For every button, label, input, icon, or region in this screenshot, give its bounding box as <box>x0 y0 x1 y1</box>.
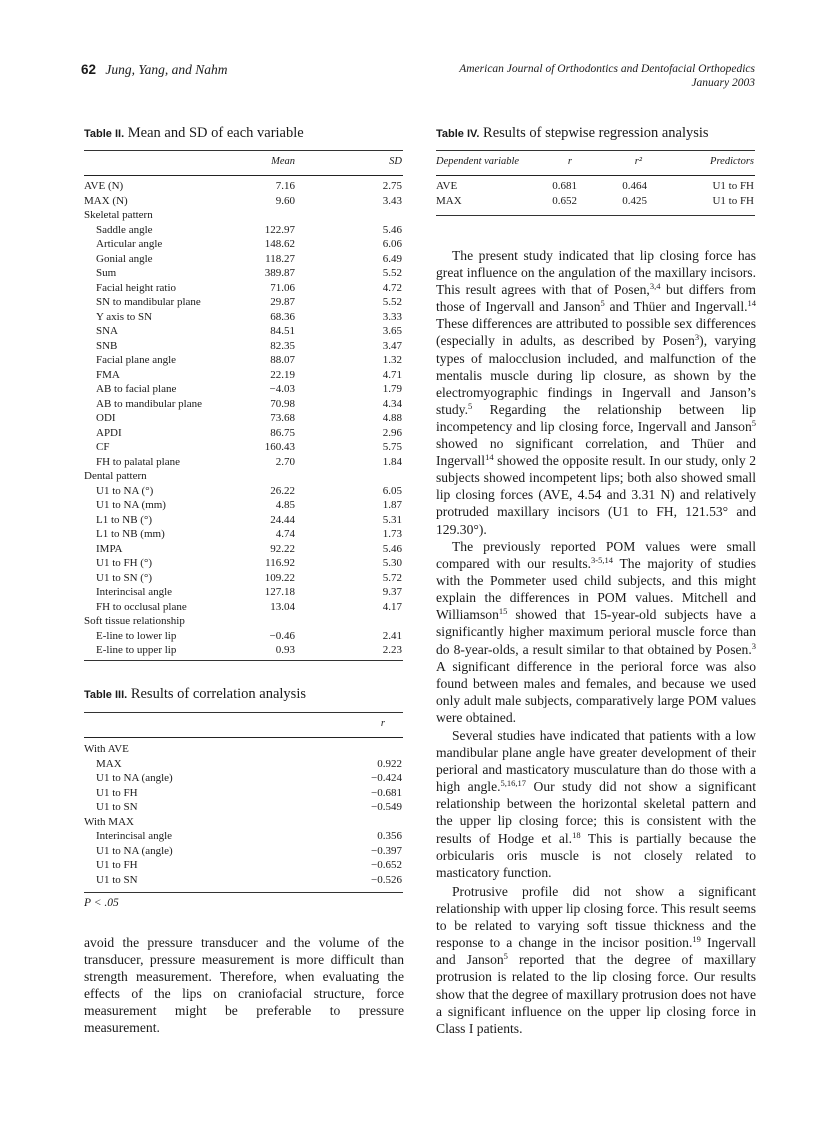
table-row <box>84 180 403 192</box>
discussion-paragraph-1: The present study indicated that lip closing force has great influence on the angulation of the maxillary incisors. This result agrees with that of Posen,$^{3,4}$ but differs from those of Ingervall and Janson$^5$ and Thüer and Ingervall.$^{14}$ These differences are attributed to possible sex differences (especially in adults, as described by Posen$^3$), varying types of malocclusion included, and malfunction of the mentalis muscle during lip closure, as shown by the electromyographic findings in Ingervall and Janson’s study.$^5$ Regarding the relationship between lip incompetency and lip closing force, Ingervall and Janson$^5$ showed no significant correlation, and Thüer and Ingervall$^{14}$ showed the opposite result. In our study, only 2 subjects showed incompetent lips; both also showed small lip closing forces (AVE, 4.54 and 3.31 N) and relatively protruded maxillary incisors (U1 to FH, 121.53° and 129.30°). <box>436 248 756 537</box>
table2-label: Table II. <box>84 128 125 140</box>
table3-bottom-rule <box>84 892 403 893</box>
sd-value: 5.46 <box>382 542 402 555</box>
dependent-variable: MAX <box>436 194 462 207</box>
mean-value: 389.87 <box>264 267 295 279</box>
sd-value: 4.71 <box>382 368 402 381</box>
citation: 19 <box>692 934 701 945</box>
table4-header-rule <box>436 175 755 176</box>
mean-value: 7.16 <box>275 180 295 192</box>
table-row <box>84 758 403 770</box>
sd-value: 5.31 <box>382 513 402 526</box>
sd-value: 5.72 <box>382 571 402 584</box>
row-label: Interincisal angle <box>96 586 173 598</box>
sd-value: 3.47 <box>382 339 402 352</box>
r-value: 0.922 <box>377 757 402 770</box>
table-row <box>84 296 403 308</box>
table-row <box>84 586 403 598</box>
row-label: IMPA <box>96 542 123 555</box>
row-label: E-line to upper lip <box>96 644 177 656</box>
table3-caption <box>84 686 306 703</box>
row-label: SNB <box>96 339 118 352</box>
table-row <box>84 874 403 886</box>
table-row <box>84 282 403 294</box>
table-row <box>84 470 403 482</box>
table-row <box>84 772 403 784</box>
table4-col-predictors: Predictors <box>710 156 754 167</box>
row-label: Y axis to SN <box>96 310 153 323</box>
table3-top-rule <box>84 712 403 713</box>
row-label: With MAX <box>84 815 134 828</box>
mean-value: 82.35 <box>270 339 295 352</box>
table-row <box>84 325 403 337</box>
row-label: FH to occlusal plane <box>96 600 187 613</box>
sd-value: 4.88 <box>382 412 402 424</box>
table3-header-rule <box>84 737 403 738</box>
citation: 15 <box>498 606 508 617</box>
row-label: U1 to FH <box>96 786 138 799</box>
table-row <box>84 528 403 540</box>
mean-value: 84.51 <box>270 325 295 337</box>
row-label: L1 to NB (mm) <box>96 528 165 540</box>
sd-value: 1.87 <box>382 499 402 511</box>
mean-value: 4.74 <box>275 528 295 540</box>
r-value: 0.356 <box>377 830 402 842</box>
row-label: Interincisal angle <box>96 830 173 842</box>
sd-value: 2.23 <box>382 644 402 656</box>
sd-value: 6.06 <box>382 238 402 250</box>
table2-header-rule <box>84 175 403 176</box>
citation: 5,16,17 <box>500 778 527 789</box>
table-row <box>84 801 403 813</box>
citation: 5 <box>503 951 508 962</box>
table4-col-r2: r² <box>634 156 642 167</box>
table4-body <box>436 180 755 212</box>
row-label: MAX <box>96 757 122 770</box>
table3-label: Table III. <box>84 689 128 701</box>
row-label: E-line to lower lip <box>96 629 177 642</box>
citation: 5 <box>600 298 605 309</box>
table-row <box>84 485 403 497</box>
row-label: Facial plane angle <box>96 354 177 366</box>
row-label: AVE (N) <box>84 180 124 192</box>
sd-value: 5.46 <box>382 223 402 236</box>
r-value: 0.652 <box>552 194 577 207</box>
row-label: U1 to SN <box>96 873 138 886</box>
table4-caption <box>436 125 709 142</box>
sd-value: 2.41 <box>382 629 402 642</box>
table4-col-dependent: Dependent variable <box>436 156 520 167</box>
row-label: L1 to NB (°) <box>96 513 153 526</box>
row-label: Facial height ratio <box>96 281 177 294</box>
r2-value: 0.464 <box>622 180 647 192</box>
table-row <box>84 743 403 755</box>
mean-value: 29.87 <box>270 296 295 308</box>
citation: 5 <box>467 400 473 411</box>
r-value: −0.424 <box>371 772 402 784</box>
mean-value: 13.04 <box>270 600 295 613</box>
r-value: −0.549 <box>371 801 402 813</box>
mean-value: 127.18 <box>264 586 295 598</box>
r2-value: 0.425 <box>622 194 647 207</box>
row-label: Sum <box>96 267 117 279</box>
mean-value: 116.92 <box>265 557 295 569</box>
table-row <box>84 441 403 453</box>
row-label: U1 to SN (°) <box>96 571 153 584</box>
table-row <box>84 543 403 555</box>
citation: 5 <box>751 417 756 428</box>
mean-value: 122.97 <box>264 223 295 236</box>
sd-value: 6.05 <box>382 484 402 497</box>
mean-value: 24.44 <box>270 513 295 526</box>
row-label: AB to mandibular plane <box>96 397 203 410</box>
row-label: APDI <box>96 426 122 439</box>
table2-caption <box>84 125 304 142</box>
sd-value: 3.33 <box>382 310 402 323</box>
row-label: SN to mandibular plane <box>96 296 201 308</box>
r-value: −0.681 <box>371 786 402 799</box>
mean-value: 2.70 <box>275 455 295 468</box>
table-row <box>84 340 403 352</box>
running-header-left <box>81 62 228 78</box>
predictors-value: U1 to FH <box>712 180 754 192</box>
citation: 18 <box>572 829 581 840</box>
table-row <box>84 787 403 799</box>
citation: 3 <box>751 640 756 651</box>
mean-value: 148.62 <box>264 238 295 250</box>
discussion-paragraph-4: Protrusive profile did not show a significant relationship with upper lip closing force. This result seems to be related to varying soft tissue thickness and the response to a change in the incisor position.$^{19}$ Ingervall and Janson$^5$ reported that the degree of maxillary protrusion is related to the lip closing force. Our results show that the degree of maxillary protrusion does not have a significant influence on the upper lip closing force in Class I patients. <box>436 884 757 1036</box>
table4-label: Table IV. <box>436 128 480 140</box>
row-label: U1 to NA (°) <box>96 484 154 497</box>
sd-value: 4.34 <box>382 397 402 410</box>
citation: 14 <box>485 452 494 463</box>
row-label: CF <box>96 441 110 453</box>
table3-col-r: r <box>380 718 385 729</box>
table2-bottom-rule <box>84 660 403 661</box>
sd-value: 1.73 <box>382 528 402 540</box>
table4-title: Results of stepwise regression analysis <box>483 125 709 141</box>
row-label: SNA <box>96 325 119 337</box>
row-label: FMA <box>96 368 120 381</box>
sd-value: 5.30 <box>382 557 402 569</box>
citation: 3,4 <box>649 281 661 292</box>
table-row <box>84 816 403 828</box>
mean-value: 73.68 <box>270 412 295 424</box>
table-row <box>84 383 403 395</box>
table-row <box>84 224 403 236</box>
mean-value: 26.22 <box>270 484 295 497</box>
table-row <box>84 514 403 526</box>
table-row <box>84 557 403 569</box>
sd-value: 2.75 <box>382 180 402 192</box>
row-label: MAX (N) <box>84 194 128 207</box>
row-label: With AVE <box>84 743 129 755</box>
predictors-value: U1 to FH <box>712 194 754 207</box>
table2-header-row <box>84 156 403 170</box>
sd-value: 3.43 <box>382 194 402 207</box>
mean-value: 160.43 <box>264 441 295 453</box>
row-label: U1 to FH (°) <box>96 557 153 569</box>
table-row <box>436 195 755 207</box>
mean-value: 71.06 <box>270 281 295 294</box>
sd-value: 1.84 <box>382 455 402 468</box>
table2-col-sd: SD <box>389 156 402 167</box>
discussion-paragraph-3: Several studies have indicated that patients with a low mandibular plane angle have greater development of their perioral and masticatory musculature than do those with a high angle.$^{5,16,17}$ Our study did not show a significant relationship between the horizontal skeletal pattern and the upper lip closing force; this is consistent with the results of Hodge et al.$^{18}$ This is partially because the orbicularis oris muscle is not closely related to masticatory function. <box>436 728 757 880</box>
table-row <box>84 830 403 842</box>
author-names: Jung, Yang, and Nahm <box>105 62 228 77</box>
row-label: U1 to NA (mm) <box>96 499 166 511</box>
table-row <box>84 845 403 857</box>
mean-value: 4.85 <box>275 499 295 511</box>
citation: 3-5,14 <box>591 555 613 566</box>
page-number: 62 <box>81 62 97 77</box>
row-label: U1 to NA (angle) <box>96 772 173 784</box>
table4-header-row <box>436 156 755 170</box>
table2-top-rule <box>84 150 403 151</box>
mean-value: 88.07 <box>270 354 295 366</box>
r-value: −0.652 <box>371 859 402 871</box>
table-row <box>84 253 403 265</box>
table-row <box>84 398 403 410</box>
table-row <box>84 859 403 871</box>
table-row <box>84 238 403 250</box>
row-label: U1 to FH <box>96 859 138 871</box>
r-value: −0.397 <box>371 844 402 857</box>
sd-value: 3.65 <box>382 325 402 337</box>
table-row <box>84 630 403 642</box>
sd-value: 4.17 <box>382 600 402 613</box>
mean-value: 86.75 <box>270 426 295 439</box>
table-row <box>84 499 403 511</box>
running-header-right <box>459 62 755 90</box>
table2-title: Mean and SD of each variable <box>127 125 304 141</box>
row-label: Skeletal pattern <box>84 209 153 221</box>
row-label: U1 to NA (angle) <box>96 844 173 857</box>
mean-value: 9.60 <box>275 194 295 207</box>
mean-value: 118.27 <box>265 252 295 265</box>
table4-col-r: r <box>567 156 572 167</box>
sd-value: 5.52 <box>382 296 402 308</box>
table4-top-rule <box>436 150 755 151</box>
sd-value: 4.72 <box>382 281 402 294</box>
table-row <box>84 311 403 323</box>
r-value: −0.526 <box>371 873 402 886</box>
table3-title: Results of correlation analysis <box>130 686 306 702</box>
table-row <box>436 180 755 192</box>
sd-value: 5.75 <box>382 441 402 453</box>
row-label: ODI <box>96 412 116 424</box>
table2-body <box>84 180 403 660</box>
mean-value: 0.93 <box>275 644 295 656</box>
row-label: FH to palatal plane <box>96 455 181 468</box>
table-row <box>84 354 403 366</box>
row-label: Gonial angle <box>96 252 153 265</box>
mean-value: 22.19 <box>270 368 295 381</box>
sd-value: 1.79 <box>382 383 402 395</box>
table-row <box>84 412 403 424</box>
table4-bottom-rule <box>436 215 755 216</box>
table2-col-mean: Mean <box>271 156 295 167</box>
row-label: AB to facial plane <box>96 383 177 395</box>
mean-value: 68.36 <box>270 310 295 323</box>
citation: 14 <box>747 298 756 309</box>
sd-value: 6.49 <box>382 252 402 265</box>
sd-value: 9.37 <box>382 586 402 598</box>
table-row <box>84 456 403 468</box>
left-column-paragraph: avoid the pressure transducer and the volume of the transducer, pressure measurement is more difficult than strength measurement. Therefore, when evaluating the effects of the lips on craniofacial structure, force measurement might be preferable to pressure measurement. <box>84 935 404 1036</box>
table-row <box>84 195 403 207</box>
table-row <box>84 644 403 656</box>
row-label: Soft tissue relationship <box>84 615 185 627</box>
mean-value: −0.46 <box>269 629 295 642</box>
discussion-paragraph-2: The previously reported POM values were small compared with our results.$^{3-5,14}$ The majority of studies with the Pommeter used child subjects, and this might explain the differences in POM values. Mitchell and Williamson$^{15}$ showed that 15-year-old subjects have a significantly higher maximum perioral muscle force than do 8-year-olds, a result similar to that obtained by Posen.$^3$ A significant difference in the perioral force was also found between males and females, and because we used only adult male subjects, comparatively large POM values were obtained. <box>436 539 756 725</box>
journal-title: American Journal of Orthodontics and Dentofacial Orthopedics <box>459 63 755 75</box>
mean-value: 109.22 <box>264 571 295 584</box>
table-row <box>84 369 403 381</box>
row-label: Articular angle <box>96 238 163 250</box>
table3-body <box>84 743 403 891</box>
dependent-variable: AVE <box>436 180 458 192</box>
table-row <box>84 572 403 584</box>
mean-value: −4.03 <box>269 383 295 395</box>
row-label: Dental pattern <box>84 470 147 482</box>
sd-value: 5.52 <box>382 267 402 279</box>
row-label: Saddle angle <box>96 223 153 236</box>
issue-date: January 2003 <box>691 77 755 89</box>
table-row <box>84 267 403 279</box>
table-row <box>84 615 403 627</box>
table-row <box>84 427 403 439</box>
table-row <box>84 601 403 613</box>
sd-value: 1.32 <box>382 354 402 366</box>
row-label: U1 to SN <box>96 801 138 813</box>
citation: 3 <box>694 332 700 343</box>
sd-value: 2.96 <box>382 426 402 439</box>
mean-value: 92.22 <box>270 542 295 555</box>
r-value: 0.681 <box>552 180 577 192</box>
mean-value: 70.98 <box>270 397 295 410</box>
table3-footnote: P < .05 <box>84 897 119 909</box>
table3-header-row <box>84 718 403 732</box>
table-row <box>84 209 403 221</box>
